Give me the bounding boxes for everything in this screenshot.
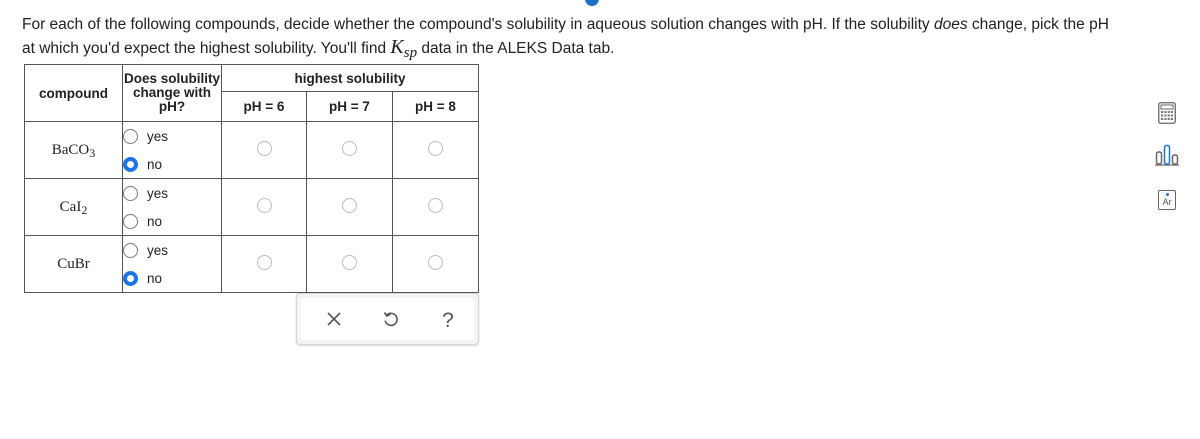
- radio-no[interactable]: [123, 214, 138, 229]
- option-no[interactable]: no: [123, 207, 221, 235]
- instructions-line1-a: For each of the following compounds, decide whether the compound's solubility in aqueous solution changes with pH. If the solubility: [22, 16, 934, 33]
- cell-ph-7: [307, 236, 393, 293]
- instructions-line2-b: data in the ALEKS Data tab.: [417, 40, 615, 57]
- table-row-cai2: [25, 179, 479, 236]
- radio-no-selected[interactable]: [123, 157, 138, 172]
- bar-chart-icon: [1155, 144, 1179, 171]
- solubility-table: [24, 64, 479, 293]
- change-options: [123, 236, 222, 293]
- instructions-line1-b: change, pick the pH: [967, 16, 1109, 33]
- radio-yes[interactable]: [123, 243, 138, 258]
- instructions-emphasis: does: [933, 16, 968, 33]
- close-x-icon: [326, 311, 342, 332]
- radio-yes[interactable]: [123, 129, 138, 144]
- radio-ph-6[interactable]: [257, 141, 272, 156]
- ksp-symbol: $K_{sp}$: [390, 36, 418, 61]
- cell-ph-7: [307, 122, 393, 179]
- radio-ph-7[interactable]: [342, 255, 357, 270]
- header-highest-solubility: highest solubility: [222, 65, 479, 92]
- cell-ph-8: [393, 236, 479, 293]
- cell-ph-6: [222, 179, 307, 236]
- radio-yes[interactable]: [123, 186, 138, 201]
- header-ph-8: pH = 8: [393, 92, 479, 122]
- change-options: [123, 122, 222, 179]
- radio-ph-8[interactable]: [428, 255, 443, 270]
- header-solubility-change: Does solubility change with pH?: [123, 65, 222, 122]
- radio-ph-8[interactable]: [428, 141, 443, 156]
- cell-ph-7: [307, 179, 393, 236]
- undo-button[interactable]: [378, 308, 404, 334]
- radio-ph-7[interactable]: [342, 141, 357, 156]
- option-yes[interactable]: yes: [123, 122, 221, 150]
- radio-ph-6[interactable]: [257, 255, 272, 270]
- instructions: [22, 13, 1122, 61]
- header-ph-7: pH = 7: [307, 92, 393, 122]
- compound-cai2: CaI$_2$: [25, 179, 123, 236]
- cell-ph-8: [393, 122, 479, 179]
- instructions-line2-a: at which you'd expect the highest solubility. You'll find: [22, 40, 391, 57]
- option-no[interactable]: no: [123, 150, 221, 178]
- clear-button[interactable]: [321, 308, 347, 334]
- radio-ph-8[interactable]: [428, 198, 443, 213]
- compound-baco3: BaCO$_3$: [25, 122, 123, 179]
- option-yes[interactable]: yes: [123, 179, 221, 207]
- answer-toolbar: [296, 293, 479, 345]
- undo-icon: [382, 310, 400, 333]
- calculator-button[interactable]: [1152, 100, 1182, 130]
- option-yes[interactable]: yes: [123, 236, 221, 264]
- help-button[interactable]: [435, 308, 461, 334]
- calculator-icon: [1158, 102, 1176, 129]
- radio-ph-7[interactable]: [342, 198, 357, 213]
- cell-ph-6: [222, 122, 307, 179]
- compound-cubr: CuBr: [25, 236, 123, 293]
- periodic-table-button[interactable]: [1152, 185, 1182, 215]
- radio-no-selected[interactable]: [123, 271, 138, 286]
- table-row-baco3: [25, 122, 479, 179]
- radio-ph-6[interactable]: [257, 198, 272, 213]
- data-chart-button[interactable]: [1152, 142, 1182, 172]
- header-ph-6: pH = 6: [222, 92, 307, 122]
- cell-ph-6: [222, 236, 307, 293]
- change-options: [123, 179, 222, 236]
- periodic-table-icon: Ar: [1158, 190, 1176, 210]
- table-row-cubr: [25, 236, 479, 293]
- cell-ph-8: [393, 179, 479, 236]
- help-icon: ?: [442, 309, 454, 332]
- top-tab-indicator[interactable]: [585, 0, 599, 6]
- option-no[interactable]: no: [123, 264, 221, 292]
- header-compound: compound: [25, 65, 123, 122]
